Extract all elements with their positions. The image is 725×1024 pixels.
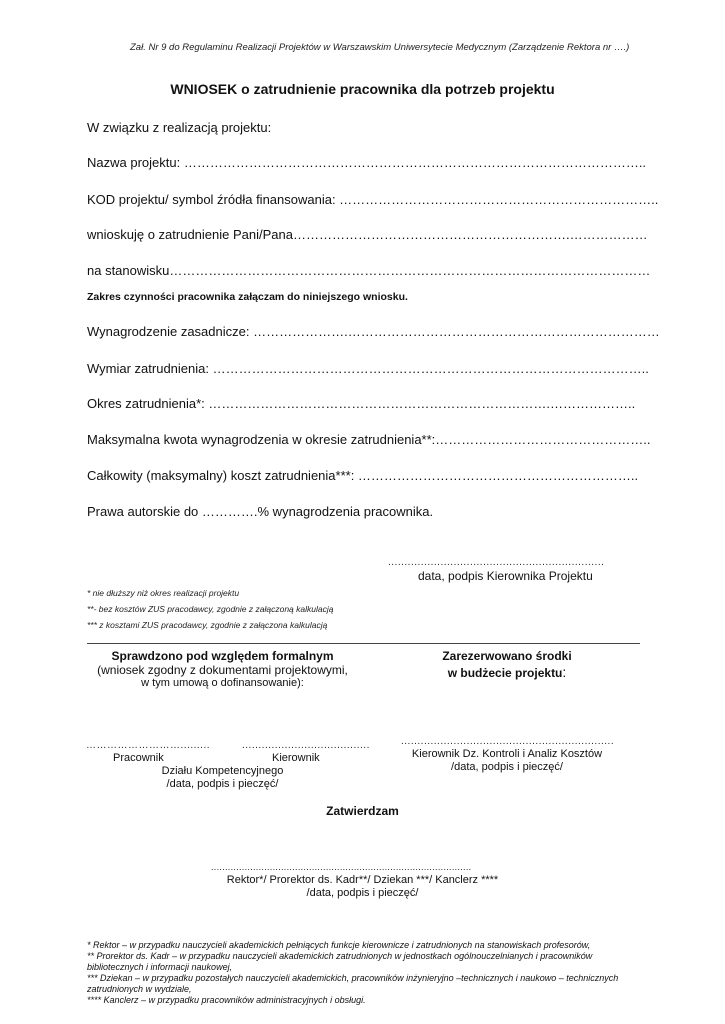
section-divider xyxy=(87,643,640,644)
max-salary-field[interactable]: Maksymalna kwota wynagrodzenia w okresie zatrudnienia**:………………………………………….. xyxy=(87,432,651,447)
project-manager-signature-line[interactable]: .................................................................. xyxy=(388,557,605,568)
formal-check-subtext-2: w tym umową o dofinansowanie): xyxy=(141,677,304,689)
approval-signature-line[interactable]: ............................................................................................. xyxy=(211,862,472,872)
formal-check-employee-signature-line[interactable]: ………………………......... xyxy=(86,740,211,751)
footnote-prorector: ** Prorektor ds. Kadr – w przypadku nauczycieli akademickich zatrudnionych w jednostkach ogólnouczelnianych i pracowników bibliotecznych i informacji naukowej, xyxy=(87,951,593,972)
project-name-field[interactable]: Nazwa projektu: …………………………………………………………………………………………….. xyxy=(87,155,647,170)
formal-check-dept-label: Działu Kompetencyjnego xyxy=(161,765,284,777)
employment-period-field[interactable]: Okres zatrudnienia*: …………………………………………………………………….……………….. xyxy=(87,396,636,411)
approval-label-block xyxy=(160,874,565,900)
employee-request-field[interactable]: wnioskuję o zatrudnienie Pani/Pana……………………………………………………….……………… xyxy=(87,227,648,242)
approval-heading: Zatwierdzam xyxy=(326,804,399,818)
formal-check-subtext-1: (wniosek zgodny z dokumentami projektowymi, xyxy=(97,663,348,677)
approval-label-2: /data, podpis i pieczęć/ xyxy=(306,887,419,899)
funds-reserved-signature-line[interactable]: ................................................................. xyxy=(401,736,615,747)
total-cost-field[interactable]: Całkowity (maksymalny) koszt zatrudnienia***: ……………………………………………………….. xyxy=(87,468,639,483)
formal-check-heading: Sprawdzono pod względem formalnym xyxy=(111,649,334,663)
footnote-dean: *** Dziekan – w przypadku pozostałych nauczycieli akademickich, pracowników inżynieryjno –technicznych i naukowo – technicznych zatrudnionych w wydziale, xyxy=(87,973,619,994)
base-salary-field[interactable]: Wynagrodzenie zasadnicze: ………………….……………………………………………………………… xyxy=(87,324,660,339)
project-code-field[interactable]: KOD projektu/ symbol źródła finansowania: ……………………………………………………………….. xyxy=(87,192,659,207)
funds-reserved-block xyxy=(372,648,642,681)
asterisk-note-2: **- bez kosztów ZUS pracodawcy, zgodnie z załączoną kalkulacją xyxy=(87,604,334,614)
formal-check-head-signature-line[interactable]: ....................................... xyxy=(242,740,370,751)
formal-check-employee-label: Pracownik xyxy=(113,752,164,764)
document-title: WNIOSEK o zatrudnienie pracownika dla potrzeb projektu xyxy=(170,81,555,97)
funds-reserved-label-block xyxy=(372,748,642,774)
scope-note: Zakres czynności pracownika załączam do niniejszego wniosku. xyxy=(87,291,408,303)
funds-reserved-label-2: /data, podpis i pieczęć/ xyxy=(451,761,563,773)
footnote-chancellor: **** Kanclerz – w przypadku pracowników administracyjnych i obsługi. xyxy=(87,995,366,1005)
funds-reserved-heading-1: Zarezerwowano środki xyxy=(442,649,572,663)
asterisk-note-3: *** z kosztami ZUS pracodawcy, zgodnie z załączona kalkulacją xyxy=(87,620,328,630)
intro-text: W związku z realizacją projektu: xyxy=(87,120,272,135)
asterisk-note-1: * nie dłuższy niż okres realizacji projektu xyxy=(87,588,240,598)
formal-check-block xyxy=(80,648,365,690)
attachment-note: Zał. Nr 9 do Regulaminu Realizacji Projektów w Warszawskim Uniwersytecie Medycznym (Zarządzenie Rektora nr ….) xyxy=(130,42,630,53)
footnote-rector: * Rektor – w przypadku nauczycieli akademickich pełniących funkcje kierownicze i zatrudnionych na stanowiskach profesorów, xyxy=(87,940,591,950)
funds-reserved-heading-2: w budżecie projektu xyxy=(447,666,563,680)
formal-check-head-label: Kierownik xyxy=(272,752,320,764)
funds-reserved-label-1: Kierownik Dz. Kontroli i Analiz Kosztów xyxy=(411,748,603,760)
project-manager-signature-label: data, podpis Kierownika Projektu xyxy=(418,569,593,583)
employment-size-field[interactable]: Wymiar zatrudnienia: ……………………………………………………………………………………….. xyxy=(87,361,649,376)
formal-check-sign-label: /data, podpis i pieczęć/ xyxy=(166,778,279,790)
copyright-field[interactable]: Prawa autorskie do ………….% wynagrodzenia pracownika. xyxy=(87,504,434,519)
formal-check-dept-block xyxy=(80,765,365,791)
approval-label-1: Rektor*/ Prorektor ds. Kadr**/ Dziekan ***/ Kanclerz **** xyxy=(226,874,499,886)
position-field[interactable]: na stanowisku………………………………………………………………………………………………… xyxy=(87,263,651,278)
funds-reserved-colon: : xyxy=(562,664,567,680)
